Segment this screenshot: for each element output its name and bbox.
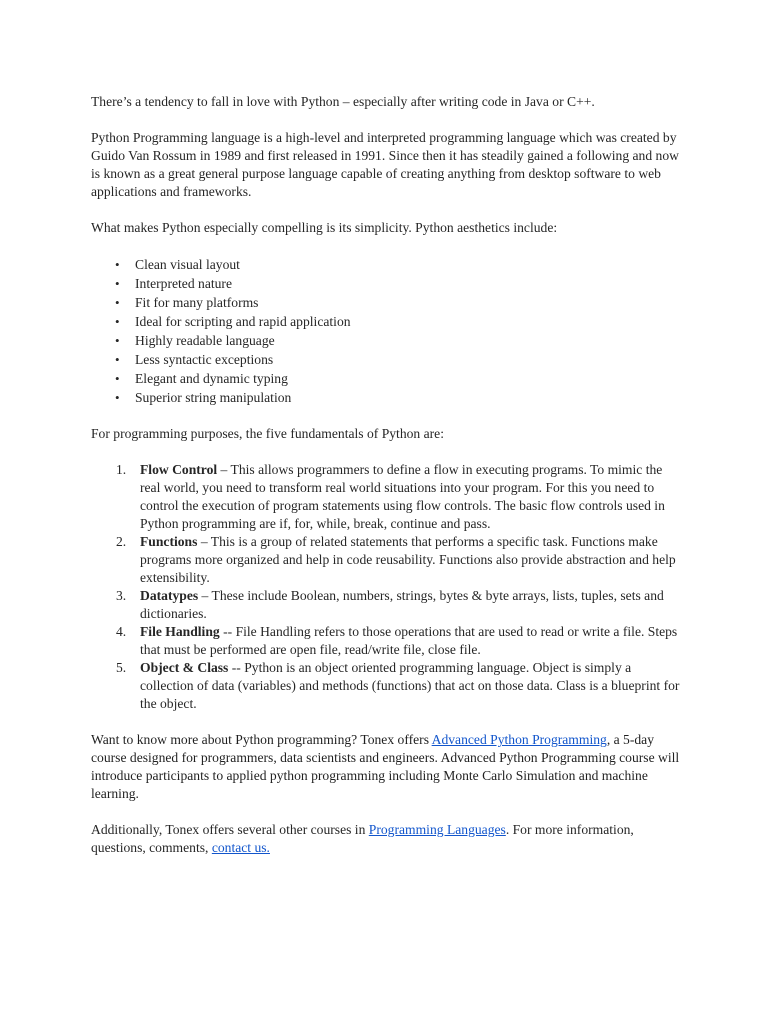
- item-separator: --: [228, 660, 245, 675]
- fundamental-item-flow-control: [116, 461, 686, 533]
- item-number: 3.: [116, 588, 127, 603]
- fundamental-item-object-class: [116, 659, 686, 713]
- fundamentals-list: [91, 461, 686, 713]
- advanced-python-link[interactable]: Advanced Python Programming: [431, 732, 607, 747]
- course-mid-text: , a 5-day course: [91, 732, 655, 765]
- list-item: • Fit for many platforms: [135, 293, 686, 312]
- list-item: • Highly readable language: [135, 331, 686, 350]
- fundamentals-intro: For programming purposes, the five fundamentals of Python are:: [91, 426, 444, 441]
- closing-mid-text: . For more information, questions, comments,: [91, 822, 634, 855]
- item-separator: --: [219, 624, 236, 639]
- item-text: Python is an object oriented programming language. Object is simply a collection of data (variables) and methods (functions) that act on those data. Class is a blueprint for the object.: [140, 660, 680, 711]
- aesthetics-intro: What makes Python especially compelling is its simplicity. Python aesthetics include:: [91, 220, 558, 235]
- course-lead-text: Want to know more about Python programming? Tonex offers: [91, 732, 432, 747]
- list-item: • Superior string manipulation: [135, 388, 686, 407]
- item-text: File Handling refers to those operations that are used to read or write a file. Steps that must be performed are open file, read/write file, close file.: [140, 624, 678, 657]
- item-number: 2.: [116, 534, 127, 549]
- list-item: • Ideal for scripting and rapid application: [135, 312, 686, 331]
- item-text: This is a group of related statements that performs a specific task. Functions make programs more organized and help in code reusability. Functions also provide abstraction and help extensibility.: [140, 534, 676, 585]
- aesthetics-list: [91, 255, 686, 407]
- fundamental-item-functions: [116, 533, 686, 587]
- course-rest-text: designed for programmers, data scientists and engineers. Advanced Python Programming course will introduce participants to applied python programming including Monte Carlo Simulation and machine learning.: [91, 750, 680, 801]
- fundamental-item-file-handling: [116, 623, 686, 659]
- item-title: Datatypes: [140, 588, 199, 603]
- item-separator: –: [197, 534, 211, 549]
- closing-paragraph: [91, 821, 686, 857]
- item-title: File Handling: [140, 624, 220, 639]
- item-separator: –: [198, 588, 212, 603]
- list-item: • Interpreted nature: [135, 274, 686, 293]
- course-paragraph: [91, 731, 686, 803]
- list-item: • Elegant and dynamic typing: [135, 369, 686, 388]
- intro-paragraph: There’s a tendency to fall in love with Python – especially after writing code in Java or C++.: [91, 94, 595, 109]
- list-item: • Less syntactic exceptions: [135, 350, 686, 369]
- list-item: • Clean visual layout: [135, 255, 686, 274]
- item-separator: –: [217, 462, 231, 477]
- contact-us-link[interactable]: contact us.: [211, 840, 270, 855]
- item-title: Flow Control: [140, 462, 218, 477]
- item-title: Functions: [140, 534, 198, 549]
- fundamental-item-datatypes: [116, 587, 686, 623]
- item-text: These include Boolean, numbers, strings, bytes & byte arrays, lists, tuples, sets and dictionaries.: [140, 588, 664, 621]
- item-text: This allows programmers to define a flow in executing programs. To mimic the real world, you need to transform real world situations into your program. For this you need to control the execution of program statements using flow controls. The basic flow controls used in Python programming are if, for, while, break, continue and pass.: [140, 462, 665, 531]
- item-number: 5.: [116, 660, 127, 675]
- programming-languages-link[interactable]: Programming Languages: [368, 822, 506, 837]
- item-number: 4.: [116, 624, 127, 639]
- closing-lead-text: Additionally, Tonex offers several other courses in: [91, 822, 369, 837]
- overview-paragraph: Python Programming language is a high-level and interpreted programming language which was created by Guido Van Rossum in 1989 and first released in 1991. Since then it has steadily gained a following and now is known as a great general purpose language capable of creating anything from desktop software to web applications and frameworks.: [91, 130, 679, 199]
- item-title: Object & Class: [140, 660, 229, 675]
- item-number: 1.: [116, 462, 127, 477]
